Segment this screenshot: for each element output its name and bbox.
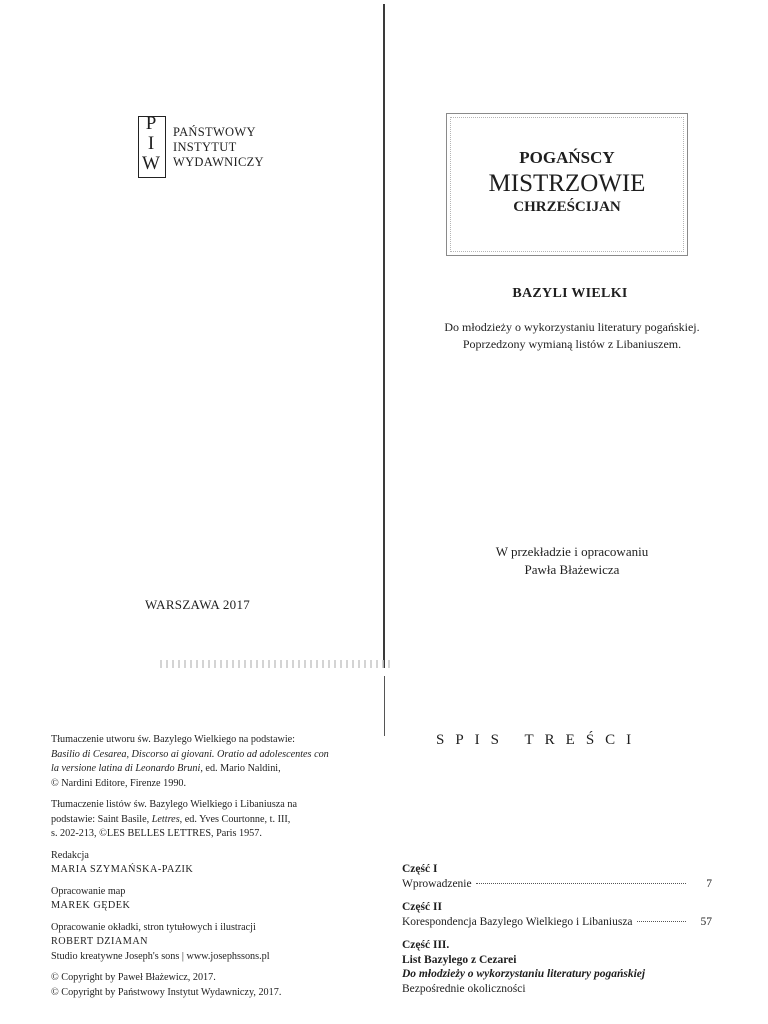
maps-credit: Opracowanie map MAREK GĘDEK — [51, 885, 131, 911]
copyright-notice: © Copyright by Paweł Błażewicz, 2017. © Copyright by Państwowy Instytut Wydawniczy, 2017. — [51, 972, 282, 998]
toc-entry: List Bazylego z Cezarei — [402, 953, 517, 966]
toc-section-2 — [402, 900, 712, 929]
table-of-contents — [402, 862, 712, 1013]
toc-page-number: 57 — [700, 915, 712, 928]
translator-line: W przekładzie i opracowaniu — [495, 544, 649, 559]
book-subtitle — [396, 319, 748, 353]
city-year: WARSZAWA 2017 — [145, 597, 251, 612]
translation-basis-note: Tłumaczenie utworu św. Bazylego Wielkiego na podstawie: Basilio di Cesarea, Discorso ai giovani. Oratio ad adolescentes con la versione latina di Leonardo Bruni, ed. Mario Naldini, © Nardini Editore, Firenze 1990. — [51, 734, 329, 789]
translator-name: Pawła Błażewicza — [524, 562, 620, 577]
toc-entry: Bezpośrednie okoliczności — [402, 982, 526, 995]
toc-part-title: Część I — [402, 863, 438, 875]
book-title-line2: MISTRZOWIE — [488, 170, 646, 197]
toc-leader-dots — [476, 883, 686, 884]
publisher-line: PAŃSTWOWY — [173, 125, 256, 139]
toc-part-title: Część III. — [402, 939, 450, 951]
toc-entry: Korespondencja Bazylego Wielkiego i Libaniusza 57 — [402, 915, 712, 928]
toc-entry-cut-off — [402, 996, 712, 1004]
logo-letter-i: I — [147, 133, 155, 154]
subtitle-line: Do młodzieży o wykorzystaniu literatury pogańskiej. — [444, 320, 700, 334]
cover-credit: Opracowanie okładki, stron tytułowych i ilustracji ROBERT DZIAMAN Studio kreatywne Joseph's sons | www.josephssons.pl — [51, 921, 270, 962]
scan-artifact-line — [160, 660, 390, 668]
toc-section-3 — [402, 938, 712, 1004]
logo-letter-p: P — [145, 113, 157, 134]
book-title-line1: POGAŃSCY — [519, 148, 615, 167]
toc-heading: SPIS TREŚCI — [436, 732, 643, 748]
publisher-name — [173, 125, 264, 170]
toc-part-title: Część II — [402, 901, 442, 913]
author-name: BAZYLI WIELKI — [512, 286, 628, 301]
toc-leader-dots — [637, 921, 686, 922]
translator-credit — [456, 543, 688, 579]
logo-letter-w: W — [142, 153, 160, 174]
publisher-logo-letters — [139, 114, 163, 174]
toc-entry: Wprowadzenie 7 — [402, 877, 712, 890]
publisher-line: INSTYTUT — [173, 140, 237, 154]
letters-basis-note: Tłumaczenie listów św. Bazylego Wielkiego i Libaniusza na podstawie: Saint Basile, Lettres, ed. Yves Courtonne, t. III, s. 202-213, ©LES BELLES LETTRES, Paris 1957. — [51, 799, 297, 839]
subtitle-line: Poprzedzony wymianą listów z Libaniuszem. — [462, 337, 682, 351]
toc-section-1 — [402, 862, 712, 891]
page-fold-line-lower — [384, 676, 385, 736]
toc-page-number: 7 — [706, 877, 712, 890]
colophon — [51, 733, 371, 1007]
page-fold-line — [383, 4, 385, 668]
editing-credit: Redakcja MARIA SZYMAŃSKA-PAZIK — [51, 849, 194, 875]
publisher-line: WYDAWNICZY — [173, 155, 264, 169]
toc-entry: Do młodzieży o wykorzystaniu literatury pogańskiej — [402, 968, 646, 980]
book-title-line3: CHRZEŚCIJAN — [513, 199, 621, 215]
